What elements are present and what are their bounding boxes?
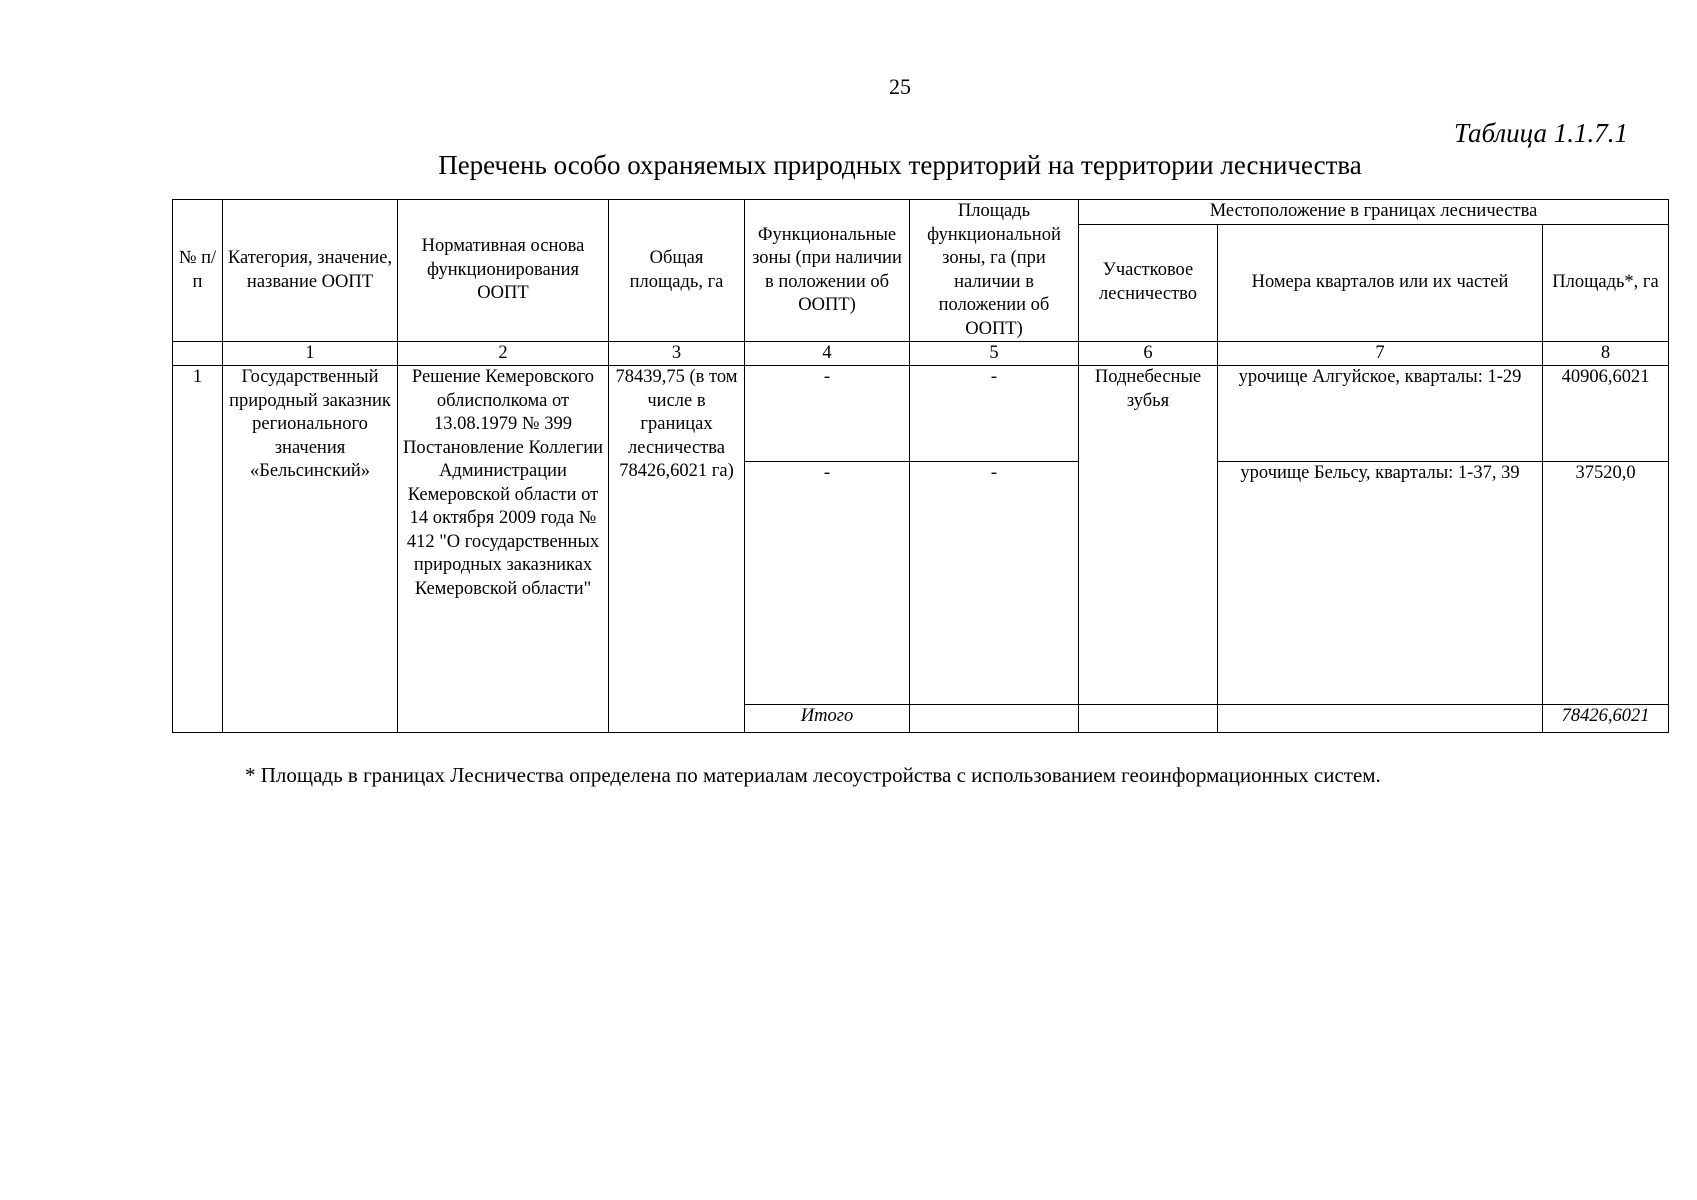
total-blank (1079, 705, 1218, 733)
total-blank (910, 705, 1079, 733)
page-number: 25 (889, 74, 911, 99)
column-number: 8 (1543, 342, 1669, 366)
column-number: 6 (1079, 342, 1218, 366)
total-label: Итого (745, 705, 910, 733)
column-number-blank (173, 342, 223, 366)
column-number: 1 (223, 342, 398, 366)
header-normative: Нормативная основа функционирования ООПТ (398, 200, 609, 342)
column-number: 3 (609, 342, 745, 366)
total-blank (1218, 705, 1543, 733)
column-number-row (173, 342, 1669, 366)
row-functional-zones: - (745, 462, 910, 705)
row-category: Государственный природный заказник регионального значения «Бельсинский» (223, 366, 398, 733)
table-label: Таблица 1.1.7.1 (1453, 118, 1628, 148)
total-area: 78426,6021 (1543, 705, 1669, 733)
column-number: 4 (745, 342, 910, 366)
header-total-area: Общая площадь, га (609, 200, 745, 342)
header-zone-area: Площадь функциональной зоны, га (при наличии в положении об ООПТ) (910, 200, 1079, 342)
document-title: Перечень особо охраняемых природных территорий на территории лесничества (438, 150, 1362, 180)
header-quarters: Номера кварталов или их частей (1218, 224, 1543, 341)
oopt-table (172, 199, 1669, 733)
header-num: № п/п (173, 200, 223, 342)
row-quarters: урочище Бельсу, кварталы: 1-37, 39 (1218, 462, 1543, 705)
column-number: 2 (398, 342, 609, 366)
column-number: 7 (1218, 342, 1543, 366)
row-total-area: 78439,75 (в том числе в границах лесничества 78426,6021 га) (609, 366, 745, 733)
row-normative: Решение Кемеровского облисполкома от 13.08.1979 № 399 Постановление Коллегии Администрации Кемеровской области от 14 октября 2009 года № 412 "О государственных природных заказниках Кемеровской области" (398, 366, 609, 733)
footnote: * Площадь в границах Лесничества определена по материалам лесоустройства с использованием геоинформационных систем. (245, 763, 1381, 787)
header-location-group: Местоположение в границах лесничества (1079, 200, 1669, 225)
column-number: 5 (910, 342, 1079, 366)
header-district: Участковое лесничество (1079, 224, 1218, 341)
row-functional-zones: - (745, 366, 910, 462)
header-area: Площадь*, га (1543, 224, 1669, 341)
table-row (173, 366, 1669, 462)
row-num: 1 (173, 366, 223, 733)
row-zone-area: - (910, 366, 1079, 462)
header-category: Категория, значение, название ООПТ (223, 200, 398, 342)
row-quarters: урочище Алгуйское, кварталы: 1-29 (1218, 366, 1543, 462)
header-functional-zones: Функциональные зоны (при наличии в положении об ООПТ) (745, 200, 910, 342)
row-area: 40906,6021 (1543, 366, 1669, 462)
row-zone-area: - (910, 462, 1079, 705)
row-district: Поднебесные зубья (1079, 366, 1218, 705)
row-area: 37520,0 (1543, 462, 1669, 705)
